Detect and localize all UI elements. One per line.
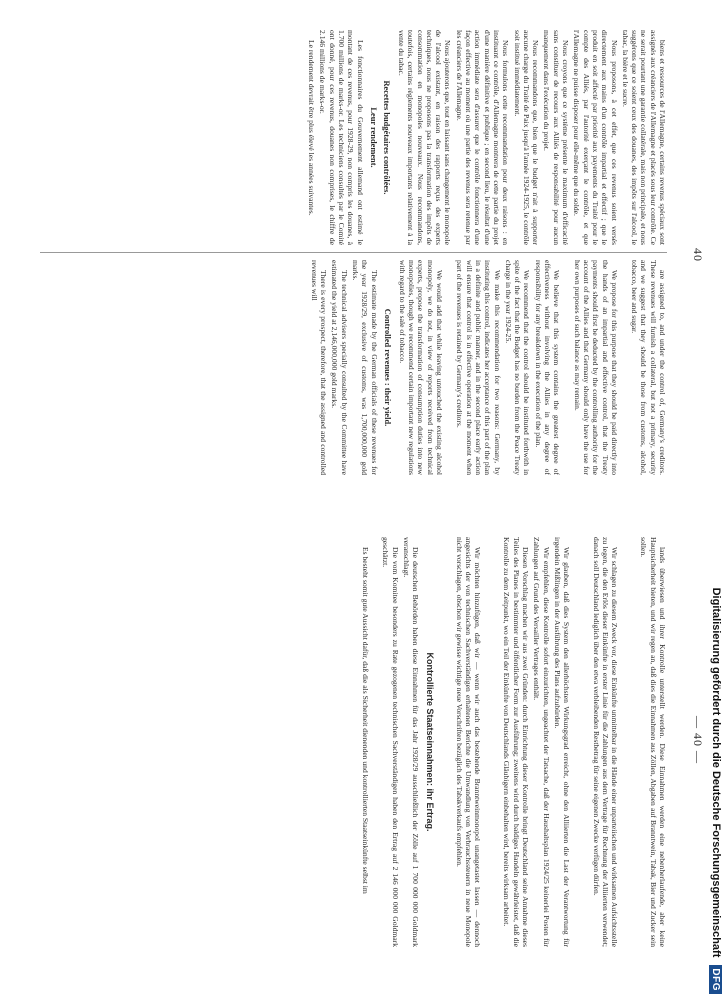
english-paragraph: We believe that this system contains the greatest degree of effectiveness without involving the Allies in any degree of responsibility for any breakdown in the execution of the plan.: [533, 260, 562, 475]
french-paragraph: Le rendement devrait être plus élevé les années suivantes.: [307, 40, 317, 216]
right-page-number: — 40 —: [691, 716, 705, 764]
english-paragraph: There is every prospect, therefore, that the assigned and controlled revenues will: [309, 260, 329, 475]
left-page-number: 40: [691, 248, 705, 262]
dfg-logo: DFG: [710, 965, 723, 994]
german-paragraph: lands überwiesen und ihrer Kontrolle unterstellt werden. Diese Einnahmen werden eine nebenherlaufende, aber keine Hauptsicherheit bieten, und wir regen an, daß dies die Einnahmen aus Zöllen, Abgaben auf Branntwein, Tabak, Bier und Zucker sein sollen.: [639, 537, 667, 947]
german-paragraph: Wir glauben, daß dies System den allerhöchsten Wirkungsgrad erreicht, ohne den Alliierten die Last der Verantwortung für irgendein Mißlingen in der Ausführung des Plans aufzubürden.: [552, 537, 572, 947]
english-paragraph: The estimate made by the German officials of these revenues for the year 1928/29, exclusive of customs, was 1,700,000,000 gold marks.: [350, 260, 379, 475]
english-paragraph: We would add that while leaving untouched the existing alcohol monopoly, we do not, in view of reports received from technical experts, propose the transformation of consumption duties into new monopolies, though we recommend certain important new regulations with regard to the sale of tobacco.: [397, 260, 445, 475]
english-paragraph: We make this recommendation for two reasons: Germany, by instituting this control, indicates her acceptance of this part of the plan in a definite and public manner, and in the second place early action will ensure that control is in effective operation at the moment when part of the revenues is retained by Germany's creditors.: [455, 260, 502, 475]
digitization-credit-strip: [705, 0, 727, 1000]
german-paragraph: Es besteht somit gute Aussicht dafür, daß die als Sicherheit dienenden und kontrollierten Staatseinkünfte selbst im: [361, 547, 371, 894]
english-heading: Controlled revenues : their yield.: [382, 308, 392, 427]
english-column: [20, 260, 667, 475]
german-heading: Kontrollierte Staatseinnahmen: ihr Ertrag.: [425, 652, 436, 832]
french-paragraph: Nous recommandons que, bien que le budget n'ait à supporter aucune charge du Traité de Paix jusqu'à l'année 1924-1925, le contrôle soit institué immédiatement.: [512, 30, 541, 245]
french-paragraph: Nous proposons, à cet effet, que ces revenus soient versés directement aux mains d'un contrôle impartial et effectif ; que le produit en soit affecté par priorité aux payements du Traité pour le compte des Alliés, par l'autorité exerçant le contrôle, et que l'Allemagne ne puisse disposer pour elle-même que du solde.: [572, 30, 619, 245]
column-divider: [40, 252, 667, 253]
right-page: [0, 505, 727, 975]
german-paragraph: Die vom Komitee besonders zu Rate gezogenen technischen Sachverständigen haben den Ertrag auf 2 146 000 000 Goldmark geschätzt.: [381, 537, 400, 947]
german-paragraph: Die deutschen Behörden haben diese Einnahmen für das Jahr 1928/29 ausschließlich der Zölle auf 1 700 000 000 Goldmark veranschlagt.: [401, 537, 421, 947]
french-paragraph: Nous croyons que ce système présente le maximum d'efficacité sans constituer de recours aux Alliés de responsabilité pour aucun manquement dans l'exécution du projet.: [542, 30, 571, 245]
french-column: [20, 30, 667, 245]
left-page: [0, 20, 727, 490]
german-paragraph: Diesen Vorschlag machen wir aus zwei Gründen: durch Einrichtung dieser Kontrolle bringt Deutschland seine Annahme dieses Teiles des Planes in bestimmter und öffentlicher Form zur Ausführung; zweitens wird durch baldiges Handeln gewährleistet, daß die Kontrolle zu dem Zeitpunkt, wo ein Teil der Einkünfte von Deutschlands Gläubigern einbehalten wird, bereits wirksam arbeitet.: [502, 537, 531, 947]
french-paragraph: Les fonctionnaires du Gouvernement allemand ont estimé le montant de ces revenus, pour 1928-29, non compris les douanes, à 1.700 millions de marks-or. Les techniciens consultés par le Comité ont donné, pour ces revenus, douanes non comprises, le chiffre de 2.146 millions de marks-or.: [318, 30, 365, 245]
german-paragraph: Wir empfehlen, diese Kontrolle sofort einzurichten, ungeachtet der Tatsache, daß der Haushaltsplan 1924/25 keinerlei Posten für Zahlungen auf Grund des Versailler Vertrages enthält.: [532, 537, 551, 947]
french-paragraph: Nous formulons cette recommandation pour deux raisons : en instituant ce contrôle, d'Allemagne montrera de cette partie du projet d'une manière définitive et publique ; en second lieu, le résultat d'une action immédiate sera d'assurer que le contrôle fonctionnera d'une façon effective au moment où une partie des revenus sera retenue par les créanciers de l'Allemagne.: [454, 30, 511, 245]
french-paragraph: Nous ajouterons que, tout en laissant sans changement le monopole de l'alcool existant, en raison des rapports reçus des experts techniques, nous ne proposons pas la transformation des impôts de consommation en monopoles nouveaux. Nous recommandons, toutefois, certains règlements nouveaux importants relativement à la vente du tabac.: [396, 30, 453, 245]
english-paragraph: The technical advisers specially consulted by the Committee have estimated the yield at 2,146,000,000 gold marks.: [330, 260, 349, 475]
french-heading-1: Recettes budgétaires contrôlées.: [381, 80, 391, 195]
german-paragraph: Wir möchten hinzufügen, daß wir — wenn wir auch das bestehende Branntweinmonopol unangetastet lassen — dennoch angesichts der von technischen Sachverständigen erhaltenen Berichte die Umwandlung von Verbrauchssteuern in neue Monopole nicht vorschlagen, obschon wir gewisse wichtige neue Vorschriften bezüglich des Tabakverkaufs empfehlen.: [454, 537, 483, 947]
english-paragraph: We recommend that the control should be instituted forthwith in spite of the fact that the Budget has no burden from the Peace Treaty charge in the year 1924-25.: [503, 260, 532, 475]
english-paragraph: are assigned to, and under the control of, Germany's creditors. These revenues will furnish a collateral, but not a primary, security and we suggest that they should be those from customs, alcohol, tobacco, beer and sugar.: [630, 260, 667, 475]
digitization-credit-text: Digitalisierung gefördert durch die Deutsche Forschungsgemeinschaft: [710, 587, 722, 958]
french-heading-2: Leur rendement.: [368, 107, 378, 168]
english-paragraph: We propose for this purpose that they should be paid directly into the hands of an impartial and effective control, that the Treaty payments should first be deducted by the controlling authority for the account of the Allies and that Germany should only have the use for her own purposes of such balance as may remain.: [572, 260, 619, 475]
german-column: [20, 537, 667, 947]
french-paragraph: biens et ressources de l'Allemagne, certains revenus spéciaux sont assignés aux créanciers de l'Allemagne et placés sous leur contrôle. Ce ne serait pourtant une garantie collatérale, mais non principale, et nous suggérons que ce soient ceux des douanes, des impôts sur l'alcool, le tabac, la bière et le sucre.: [620, 30, 667, 245]
german-paragraph: Wir schlagen zu diesem Zweck vor, diese Einkünfte unmittelbar in die Hände einer unparteiischen und wirksamen Aufsichtsstelle zu legen, die den Erlös dieser Einkünfte in erster Linie für die Zahlungen aus dem Vertrage für Rechnung der Alliierten verwendet; danach soll Deutschland lediglich über den etwa verbleibenden Restbetrag für seine eigenen Zwecke verfügen dürfen.: [591, 537, 620, 947]
